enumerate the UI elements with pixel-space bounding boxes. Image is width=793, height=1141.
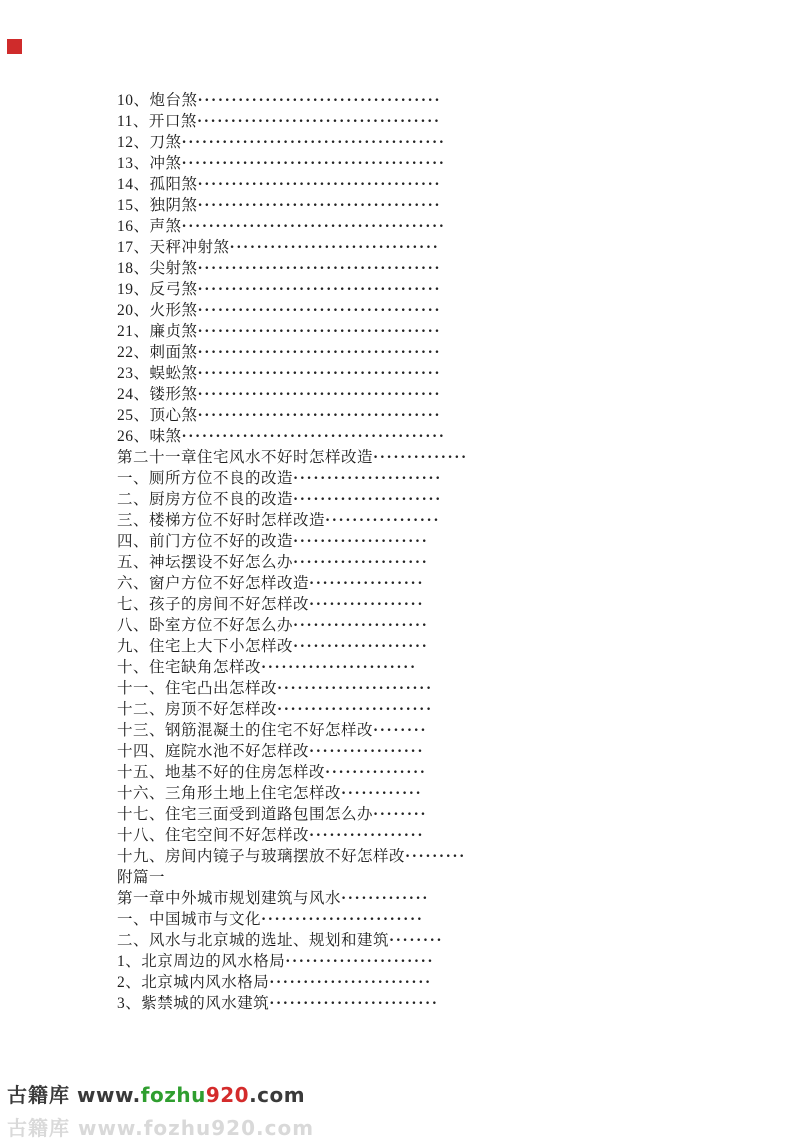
toc-entry-label: 二、厨房方位不良的改造 [117,491,294,508]
toc-entry [117,279,677,300]
toc-entry-label: 23、蜈蚣煞 [117,365,198,382]
toc-entry-label: 七、孩子的房间不好怎样改 [117,596,310,613]
toc-entry-leader: ················· [309,596,425,613]
toc-entry-leader: ········ [389,932,444,949]
watermark-ghost-row: 古籍库 www.fozhu920.com [7,1116,315,1140]
toc-entry-leader: ······················ [293,491,442,508]
toc-entry-label: 16、声煞 [117,218,182,235]
toc-entry-leader: ······································· [181,428,446,445]
toc-entry-label: 26、味煞 [117,428,182,445]
toc-entry-label: 一、厕所方位不良的改造 [117,470,294,487]
toc-entry-leader: ···································· [197,407,442,424]
toc-entry-label: 22、刺面煞 [117,344,198,361]
toc-entry-label: 20、火形煞 [117,302,198,319]
table-of-contents [117,90,677,1014]
toc-entry [117,909,677,930]
toc-entry-leader: ························· [269,995,439,1012]
toc-entry-label: 3、紫禁城的风水建筑 [117,995,270,1012]
toc-entry [117,825,677,846]
toc-entry-label: 12、刀煞 [117,134,182,151]
toc-entry-leader: ···································· [197,302,442,319]
toc-entry [117,363,677,384]
toc-entry-label: 18、尖射煞 [117,260,198,277]
toc-entry-leader: ···················· [293,638,429,655]
toc-entry-leader: ·············· [373,449,468,466]
watermark-logo: 古籍库 [7,1083,70,1107]
toc-entry [117,321,677,342]
toc-entry-label: 14、孤阳煞 [117,176,198,193]
toc-entry [117,216,677,237]
toc-entry-label: 十、住宅缺角怎样改 [117,659,262,676]
toc-entry-label: 10、炮台煞 [117,92,198,109]
watermark-url-suffix: .com [249,1083,306,1107]
toc-entry-label: 25、顶心煞 [117,407,198,424]
toc-entry-leader: ··············· [325,764,427,781]
toc-entry [117,90,677,111]
toc-entry-leader: ···················· [293,533,429,550]
toc-entry-label: 11、开口煞 [117,113,197,130]
toc-entry-leader: ···································· [197,92,442,109]
toc-entry-label: 六、窗户方位不好怎样改造 [117,575,310,592]
toc-entry [117,846,677,867]
toc-entry [117,636,677,657]
toc-entry-label: 十九、房间内镜子与玻璃摆放不好怎样改 [117,848,406,865]
toc-entry-leader: ···································· [197,386,442,403]
toc-entry-label: 十八、住宅空间不好怎样改 [117,827,310,844]
toc-entry-leader: ········ [373,722,428,739]
toc-entry-leader: ······································· [181,155,446,172]
toc-entry-leader: ···································· [197,365,442,382]
toc-entry-leader: ················· [325,512,441,529]
toc-entry [117,867,677,888]
toc-entry [117,174,677,195]
toc-entry [117,531,677,552]
toc-entry-label: 21、廉贞煞 [117,323,198,340]
toc-entry [117,468,677,489]
watermark-url-green: fozhu [140,1083,206,1107]
toc-entry [117,510,677,531]
toc-entry [117,804,677,825]
toc-entry-leader: ············ [341,785,423,802]
toc-entry [117,447,677,468]
toc-entry [117,489,677,510]
toc-entry-label: 三、楼梯方位不好时怎样改造 [117,512,326,529]
toc-entry [117,741,677,762]
toc-entry-label: 十四、庭院水池不好怎样改 [117,743,310,760]
toc-entry [117,951,677,972]
toc-entry-label: 第一章中外城市规划建筑与风水 [117,890,342,907]
toc-entry [117,720,677,741]
toc-entry [117,111,677,132]
toc-entry-label: 17、天秤冲射煞 [117,239,230,256]
toc-entry-label: 十七、住宅三面受到道路包围怎么办 [117,806,374,823]
watermark-url-red: 920 [205,1083,250,1107]
toc-entry-leader: ···················· [293,617,429,634]
toc-entry-leader: ······················ [285,953,435,970]
toc-entry-leader: ················· [309,827,425,844]
toc-entry-label: 五、神坛摆设不好怎么办 [117,554,294,571]
toc-entry-leader: ···································· [196,113,441,130]
toc-entry [117,762,677,783]
toc-entry-leader: ······································· [181,218,446,235]
toc-entry-leader: ········ [373,806,428,823]
toc-entry [117,153,677,174]
toc-entry-label: 一、中国城市与文化 [117,911,262,928]
toc-entry-label: 十六、三角形土地上住宅怎样改 [117,785,342,802]
toc-entry-label: 24、镂形煞 [117,386,198,403]
toc-entry-label: 十五、地基不好的住房怎样改 [117,764,326,781]
toc-entry-leader: ······································· [181,134,446,151]
toc-entry [117,678,677,699]
toc-entry-leader: ················· [309,575,425,592]
toc-entry [117,384,677,405]
toc-entry-leader: ······················· [277,680,433,697]
toc-entry-label: 2、北京城内风水格局 [117,974,270,991]
toc-entry-leader: ···································· [197,197,442,214]
toc-entry-leader: ···································· [197,281,442,298]
red-marker-square [7,39,22,54]
toc-entry-leader: ···················· [293,554,429,571]
toc-entry [117,615,677,636]
toc-entry-leader: ···································· [197,260,442,277]
toc-entry [117,573,677,594]
toc-entry-leader: ···································· [197,176,442,193]
toc-entry-label: 1、北京周边的风水格局 [117,953,286,970]
toc-entry-label: 第二十一章住宅风水不好时怎样改造 [117,449,374,466]
toc-entry-label: 九、住宅上大下小怎样改 [117,638,294,655]
toc-entry [117,783,677,804]
toc-entry [117,132,677,153]
toc-entry [117,972,677,993]
toc-entry-label: 附篇一 [117,869,166,886]
toc-entry [117,657,677,678]
toc-entry-leader: ······················ [293,470,442,487]
toc-entry [117,552,677,573]
toc-entry [117,300,677,321]
toc-entry-leader: ················· [309,743,425,760]
toc-entry-label: 二、风水与北京城的选址、规划和建筑 [117,932,390,949]
toc-entry-leader: ······························· [229,239,440,256]
toc-entry [117,888,677,909]
toc-entry-label: 15、独阴煞 [117,197,198,214]
toc-entry-leader: ······················· [261,659,417,676]
toc-entry [117,237,677,258]
toc-entry-leader: ············· [341,890,430,907]
toc-entry [117,342,677,363]
toc-entry-label: 四、前门方位不好的改造 [117,533,294,550]
toc-entry-label: 十一、住宅凸出怎样改 [117,680,278,697]
toc-entry [117,426,677,447]
toc-entry-label: 十三、钢筋混凝土的住宅不好怎样改 [117,722,374,739]
toc-entry [117,930,677,951]
toc-entry-label: 十二、房顶不好怎样改 [117,701,278,718]
watermark [7,1082,305,1110]
toc-entry-leader: ···································· [197,323,442,340]
watermark-url-www: www. [77,1083,141,1107]
toc-entry-leader: ························ [261,911,424,928]
toc-entry [117,195,677,216]
toc-entry-leader: ········· [405,848,466,865]
toc-entry [117,993,677,1014]
toc-entry-label: 13、冲煞 [117,155,182,172]
toc-entry [117,699,677,720]
toc-entry [117,258,677,279]
toc-entry-label: 八、卧室方位不好怎么办 [117,617,294,634]
toc-entry-leader: ······················· [277,701,433,718]
toc-entry [117,405,677,426]
toc-entry-label: 19、反弓煞 [117,281,198,298]
toc-entry-leader: ···································· [197,344,442,361]
toc-entry-leader: ························ [269,974,432,991]
toc-entry [117,594,677,615]
